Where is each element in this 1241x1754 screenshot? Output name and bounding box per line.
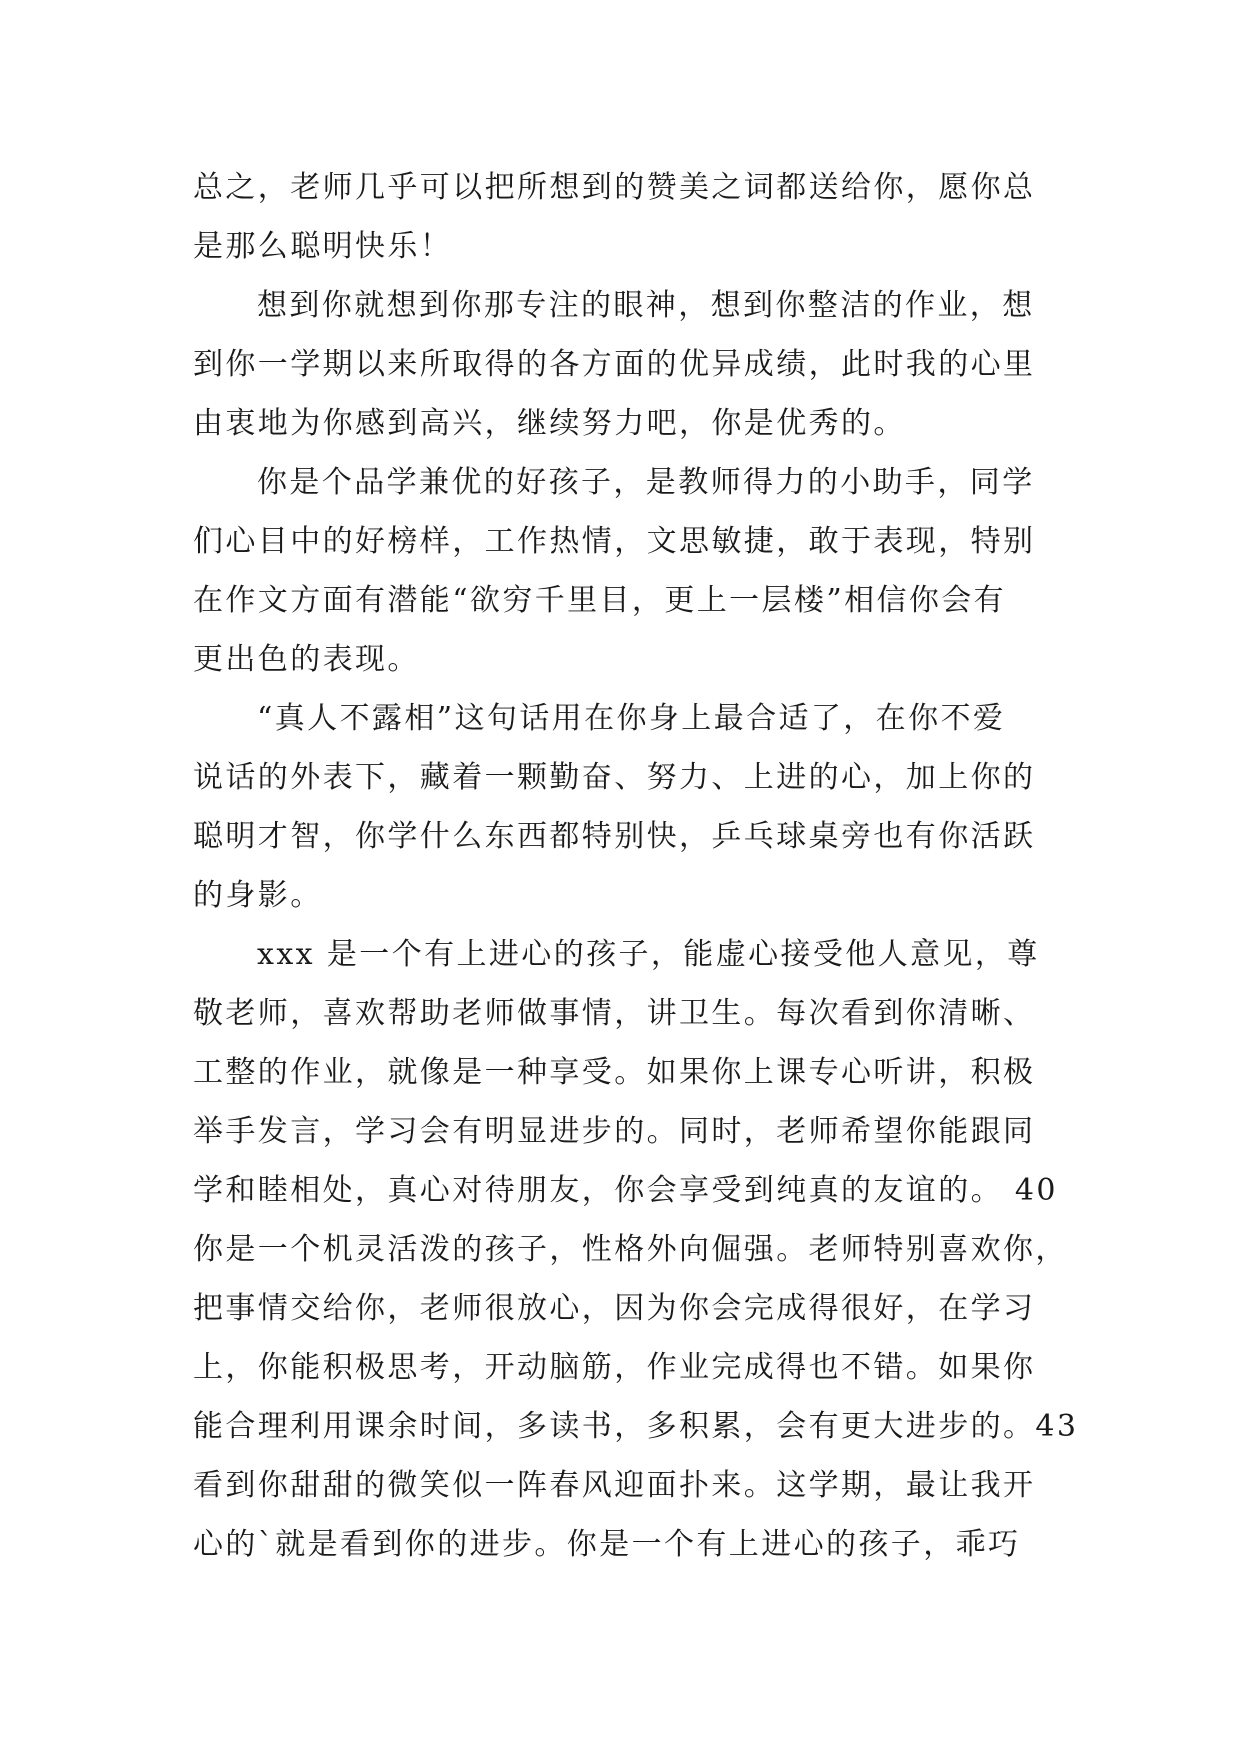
text-line: 把事情交给你，老师很放心，因为你会完成得很好，在学习: [193, 1291, 1036, 1326]
text-line: 工整的作业，就像是一种享受。如果你上课专心听讲，积极: [193, 1055, 1036, 1090]
body-text: [193, 158, 1079, 1574]
text-line: 聪明才智，你学什么东西都特别快，乒乓球桌旁也有你活跃: [193, 819, 1036, 854]
text-line: 总之，老师几乎可以把所想到的赞美之词都送给你，愿你总: [193, 170, 1036, 205]
text-line: 你是个品学兼优的好孩子，是教师得力的小助手，同学: [257, 465, 1035, 500]
text-line: “真人不露相”这句话用在你身上最合适了，在你不爱: [257, 701, 1006, 736]
text-line: 能合理利用课余时间，多读书，多积累，会有更大进步的。43: [193, 1409, 1079, 1444]
text-line: 看到你甜甜的微笑似一阵春风迎面扑来。这学期，最让我开: [193, 1468, 1036, 1503]
text-line: 敬老师，喜欢帮助老师做事情，讲卫生。每次看到你清晰、: [193, 996, 1036, 1031]
text-line: 由衷地为你感到高兴，继续努力吧，你是优秀的。: [193, 406, 906, 441]
text-line: 心的`就是看到你的进步。你是一个有上进心的孩子，乖巧: [193, 1527, 1021, 1562]
text-line: 是那么聪明快乐！: [193, 229, 453, 264]
text-line: 在作文方面有潜能“欲穷千里目，更上一层楼”相信你会有: [193, 583, 1007, 618]
text-line: 上，你能积极思考，开动脑筋，作业完成得也不错。如果你: [193, 1350, 1036, 1385]
text-line: 到你一学期以来所取得的各方面的优异成绩，此时我的心里: [193, 347, 1036, 382]
text-line: 举手发言，学习会有明显进步的。同时，老师希望你能跟同: [193, 1114, 1036, 1149]
text-line: 想到你就想到你那专注的眼神，想到你整洁的作业，想: [257, 288, 1035, 323]
text-line: 说话的外表下，藏着一颗勤奋、努力、上进的心，加上你的: [193, 760, 1036, 795]
text-line: 的身影。: [193, 878, 323, 913]
text-line: 们心目中的好榜样，工作热情，文思敏捷，敢于表现，特别: [193, 524, 1036, 559]
text-line: xxx 是一个有上进心的孩子，能虚心接受他人意见，尊: [257, 937, 1040, 972]
text-line: 学和睦相处，真心对待朋友，你会享受到纯真的友谊的。 40: [193, 1173, 1058, 1208]
text-line: 更出色的表现。: [193, 642, 420, 677]
text-line: 你是一个机灵活泼的孩子，性格外向倔强。老师特别喜欢你，: [193, 1232, 1068, 1267]
